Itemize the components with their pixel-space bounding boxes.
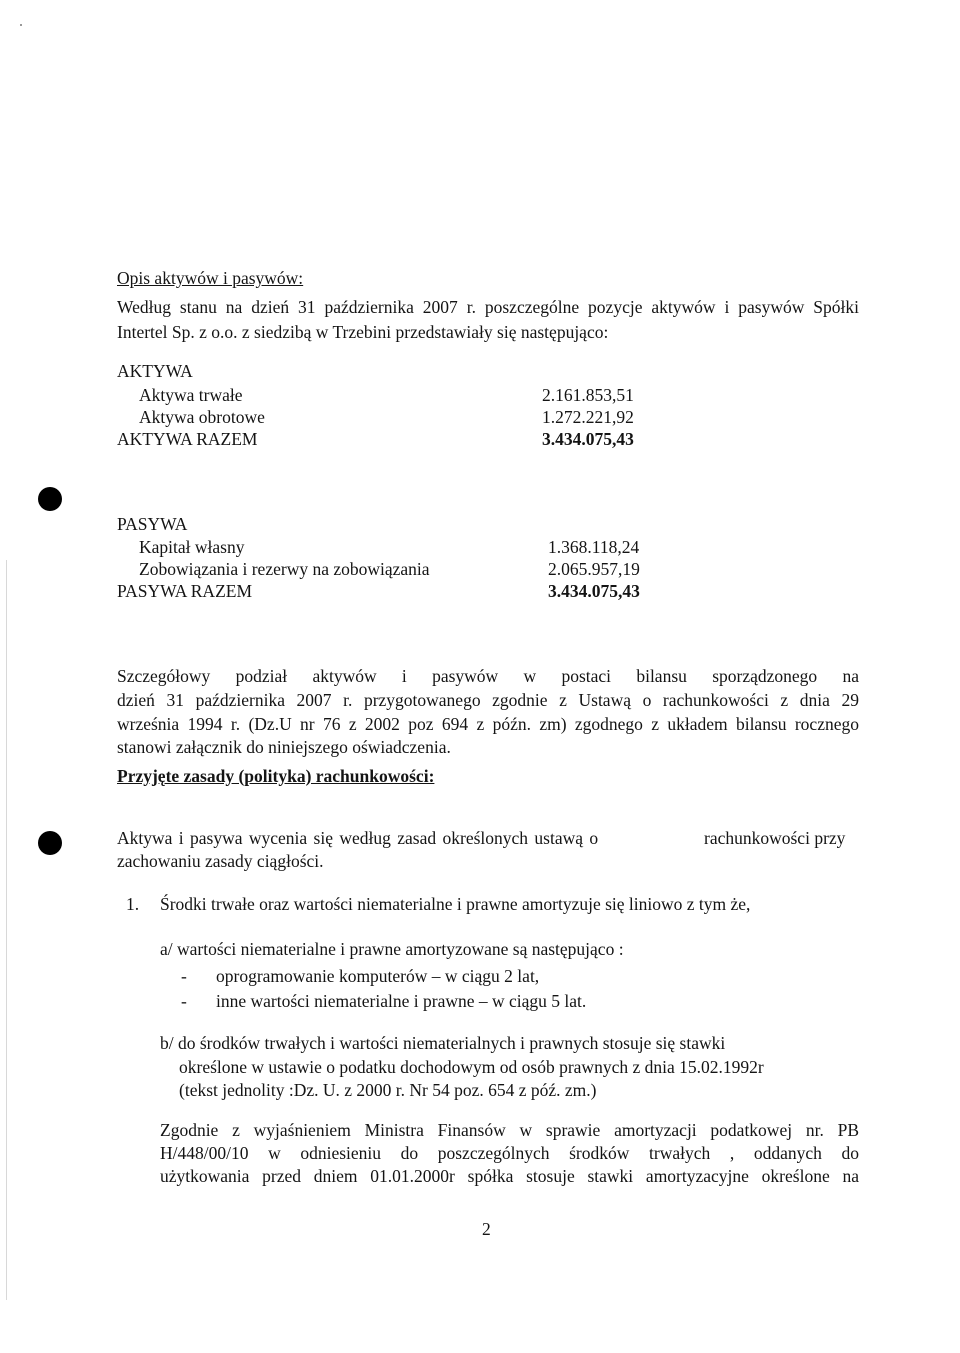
assets-row-label: Aktywa trwałe <box>139 385 243 405</box>
sub-a-bullet-item: inne wartości niematerialne i prawne – w ciągu 5 lat. <box>216 991 587 1011</box>
detail-line-4: stanowi załącznik do niniejszego oświadczenia. <box>117 737 451 757</box>
valuation-line-1-start: Aktywa i pasywa wycenia się według zasad określonych ustawą o <box>117 828 599 848</box>
liabilities-row-value: 2.065.957,19 <box>548 559 640 579</box>
liabilities-row-label: Kapitał własny <box>139 537 245 557</box>
assets-total-label: AKTYWA RAZEM <box>117 429 258 449</box>
list-item-text: Środki trwałe oraz wartości niematerialne i prawne amortyzuje się liniowo z tym że, <box>160 894 751 914</box>
hole-punch-mark-bottom <box>38 831 62 855</box>
detail-line-3: września 1994 r. (Dz.U nr 76 z 2002 poz 694 z późn. zm) zgodnego z układem bilansu rocznego <box>117 714 859 734</box>
sub-b-line-3: (tekst jednolity :Dz. U. z 2000 r. Nr 54 poz. 654 z póź. zm.) <box>179 1080 597 1100</box>
page-number: 2 <box>482 1219 491 1239</box>
assets-row-value: 1.272.221,92 <box>542 407 634 427</box>
sub-b-line-1: b/ do środków trwałych i wartości niematerialnych i prawnych stosuje się stawki <box>160 1033 726 1053</box>
hole-punch-mark-top <box>38 487 62 511</box>
ministry-line-1: Zgodnie z wyjaśnieniem Ministra Finansów w sprawie amortyzacji podatkowej nr. PB <box>160 1120 859 1140</box>
assets-total-value: 3.434.075,43 <box>542 429 634 449</box>
dash-bullet: - <box>181 966 187 986</box>
scan-edge-line <box>6 560 7 1300</box>
list-item-number: 1. <box>126 894 140 914</box>
sub-b-line-2: określone w ustawie o podatku dochodowym od osób prawnych z dnia 15.02.1992r <box>179 1057 764 1077</box>
sub-a-heading: a/ wartości niematerialne i prawne amortyzowane są następująco : <box>160 939 624 959</box>
liabilities-row-label: Zobowiązania i rezerwy na zobowiązania <box>139 559 430 579</box>
valuation-line-1-end: rachunkowości przy <box>704 828 846 848</box>
assets-row-label: Aktywa obrotowe <box>139 407 265 427</box>
ministry-line-2: H/448/00/10 w odniesieniu do poszczególnych środków trwałych , oddanych do <box>160 1143 859 1163</box>
sub-a-bullet-item: oprogramowanie komputerów – w ciągu 2 lat, <box>216 966 540 986</box>
liabilities-title: PASYWA <box>117 514 188 534</box>
liabilities-row-value: 1.368.118,24 <box>548 537 640 557</box>
liabilities-total-value: 3.434.075,43 <box>548 581 640 601</box>
section-heading: Opis aktywów i pasywów: <box>117 268 304 288</box>
intro-line-2: Intertel Sp. z o.o. z siedzibą w Trzebini przedstawiały się następująco: <box>117 322 609 342</box>
liabilities-total-label: PASYWA RAZEM <box>117 581 253 601</box>
assets-row-value: 2.161.853,51 <box>542 385 634 405</box>
dash-bullet: - <box>181 991 187 1011</box>
scan-speck <box>20 24 22 26</box>
policy-heading: Przyjęte zasady (polityka) rachunkowości: <box>117 766 435 786</box>
detail-line-1: Szczegółowy podział aktywów i pasywów w postaci bilansu sporządzonego na <box>117 666 859 686</box>
assets-title: AKTYWA <box>117 361 193 381</box>
detail-line-2: dzień 31 października 2007 r. przygotowanego zgodnie z Ustawą o rachunkowości z dnia 29 <box>117 690 859 710</box>
intro-line-1: Według stanu na dzień 31 października 2007 r. poszczególne pozycje aktywów i pasywów Spółki <box>117 297 859 317</box>
valuation-line-2: zachowaniu zasady ciągłości. <box>117 851 324 871</box>
ministry-line-3: użytkowania przed dniem 01.01.2000r spółka stosuje stawki amortyzacyjne określone na <box>160 1166 859 1186</box>
